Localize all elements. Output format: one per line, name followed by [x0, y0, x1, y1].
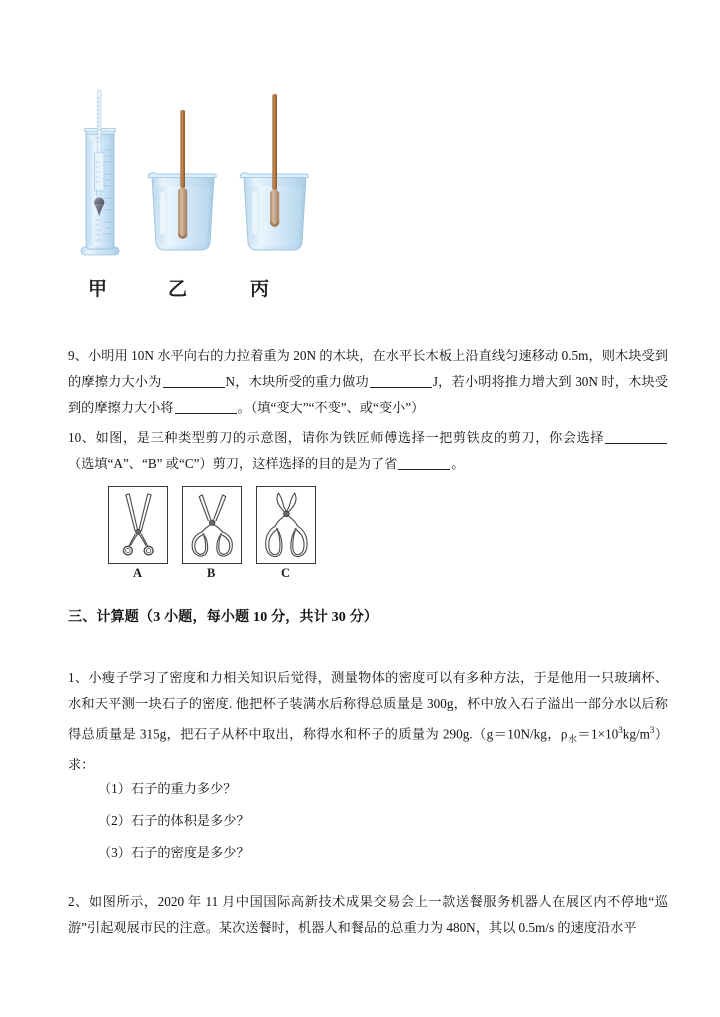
- calc-question-1-sub-2: （2）石子的体积是多少？: [98, 813, 250, 829]
- beaker-bing-group: [240, 94, 308, 250]
- calc-question-1-text-part1: 小瘦子学习了密度和力相关知识后觉得，测量物体的密度可以有多种方法，于是他用一只玻璃杯、水和天平测一块石子的密度. 他把杯子装满水后称得总质量是 300g，杯中放入石子溢出一部分水以后称得总质量是 315g，把石子从杯中取出，称得水和杯子的质量为 290g.（g＝10N/kg，ρ: [68, 670, 669, 742]
- question-9-text-part1: 小明用 10N 水平向右的力拉着重为 20N 的木块，在水平长木板上沿直线匀速移动 0.5m，则木块受到的摩擦力大小为: [68, 348, 668, 390]
- answer-blank-9-1[interactable]: [163, 374, 225, 388]
- question-10-number: 10、: [68, 430, 96, 446]
- answer-blank-9-2[interactable]: [370, 374, 432, 388]
- scissors-label-b: B: [207, 566, 216, 580]
- rho-subscript-water: 水: [567, 734, 578, 745]
- calc-question-1: [68, 665, 668, 778]
- question-10: [68, 425, 668, 477]
- exponent-three-second: 3: [649, 725, 655, 736]
- scissors-box-b: [182, 486, 242, 564]
- question-9-text-part3: J，若小明将推力增大到 30N 时，木块受到的摩擦力大小将: [68, 374, 669, 416]
- question-9-text-part4: 。（填“变大”“不变”、或“变小”）: [237, 400, 425, 416]
- calc-question-2-text: 如图所示，2020 年 11 月中国国际高新技术成果交易会上一款送餐服务机器人在展区内不停地“巡游”引起观展市民的注意。某次送餐时，机器人和餐品的总重力为 480N，其以 0.5m/s 的速度沿水平: [68, 894, 668, 936]
- answer-blank-10-2[interactable]: [398, 456, 450, 470]
- calc-question-1-number: 1、: [68, 670, 89, 686]
- question-9-number: 9、: [68, 348, 88, 364]
- calc-question-2-number: 2、: [68, 894, 89, 910]
- calc-question-1-text-part2: ＝1×10: [577, 726, 619, 742]
- beaker-yi-group: [148, 110, 216, 250]
- figure-label-jia: 甲: [88, 278, 108, 300]
- question-10-text-part1: 如图，是三种类型剪刀的示意图，请你为铁匠师傅选择一把剪铁皮的剪刀，你会选择: [95, 430, 605, 446]
- scissors-box-a: [108, 486, 168, 564]
- question-9-text-part2: N，木块所受的重力做功: [225, 374, 369, 390]
- graduated-cylinder-group: [81, 90, 119, 255]
- scissors-label-a: A: [133, 566, 143, 580]
- figure-label-bing: 丙: [250, 278, 270, 300]
- figure-hydrometer-labels: [68, 274, 328, 304]
- calc-question-1-sub-1: （1）石子的重力多少？: [98, 781, 237, 797]
- figure-label-yi: 乙: [168, 278, 188, 300]
- section-heading-three: 三、计算题（3 小题，每小题 10 分，共计 30 分）: [68, 610, 379, 625]
- calc-question-1-text-part4: ）求：: [68, 726, 669, 773]
- question-10-text-part2: （选填“A”、“B” 或“C”）剪刀，这样选择的目的是为了省: [68, 456, 398, 472]
- question-9: [68, 343, 668, 421]
- figure-scissors-labels: [108, 566, 320, 586]
- calc-question-1-sub-3: （3）石子的密度是多少？: [98, 845, 250, 861]
- answer-blank-10-1[interactable]: [605, 430, 667, 444]
- scissors-label-c: C: [281, 566, 291, 580]
- question-10-text-part3: 。: [451, 456, 465, 472]
- answer-blank-9-3[interactable]: [175, 400, 237, 414]
- calc-question-1-text-part3: kg/m: [622, 726, 650, 742]
- figure-scissors: [108, 486, 320, 566]
- calc-question-2: [68, 889, 668, 941]
- scissors-box-c: [256, 486, 316, 564]
- exponent-three-first: 3: [618, 725, 623, 736]
